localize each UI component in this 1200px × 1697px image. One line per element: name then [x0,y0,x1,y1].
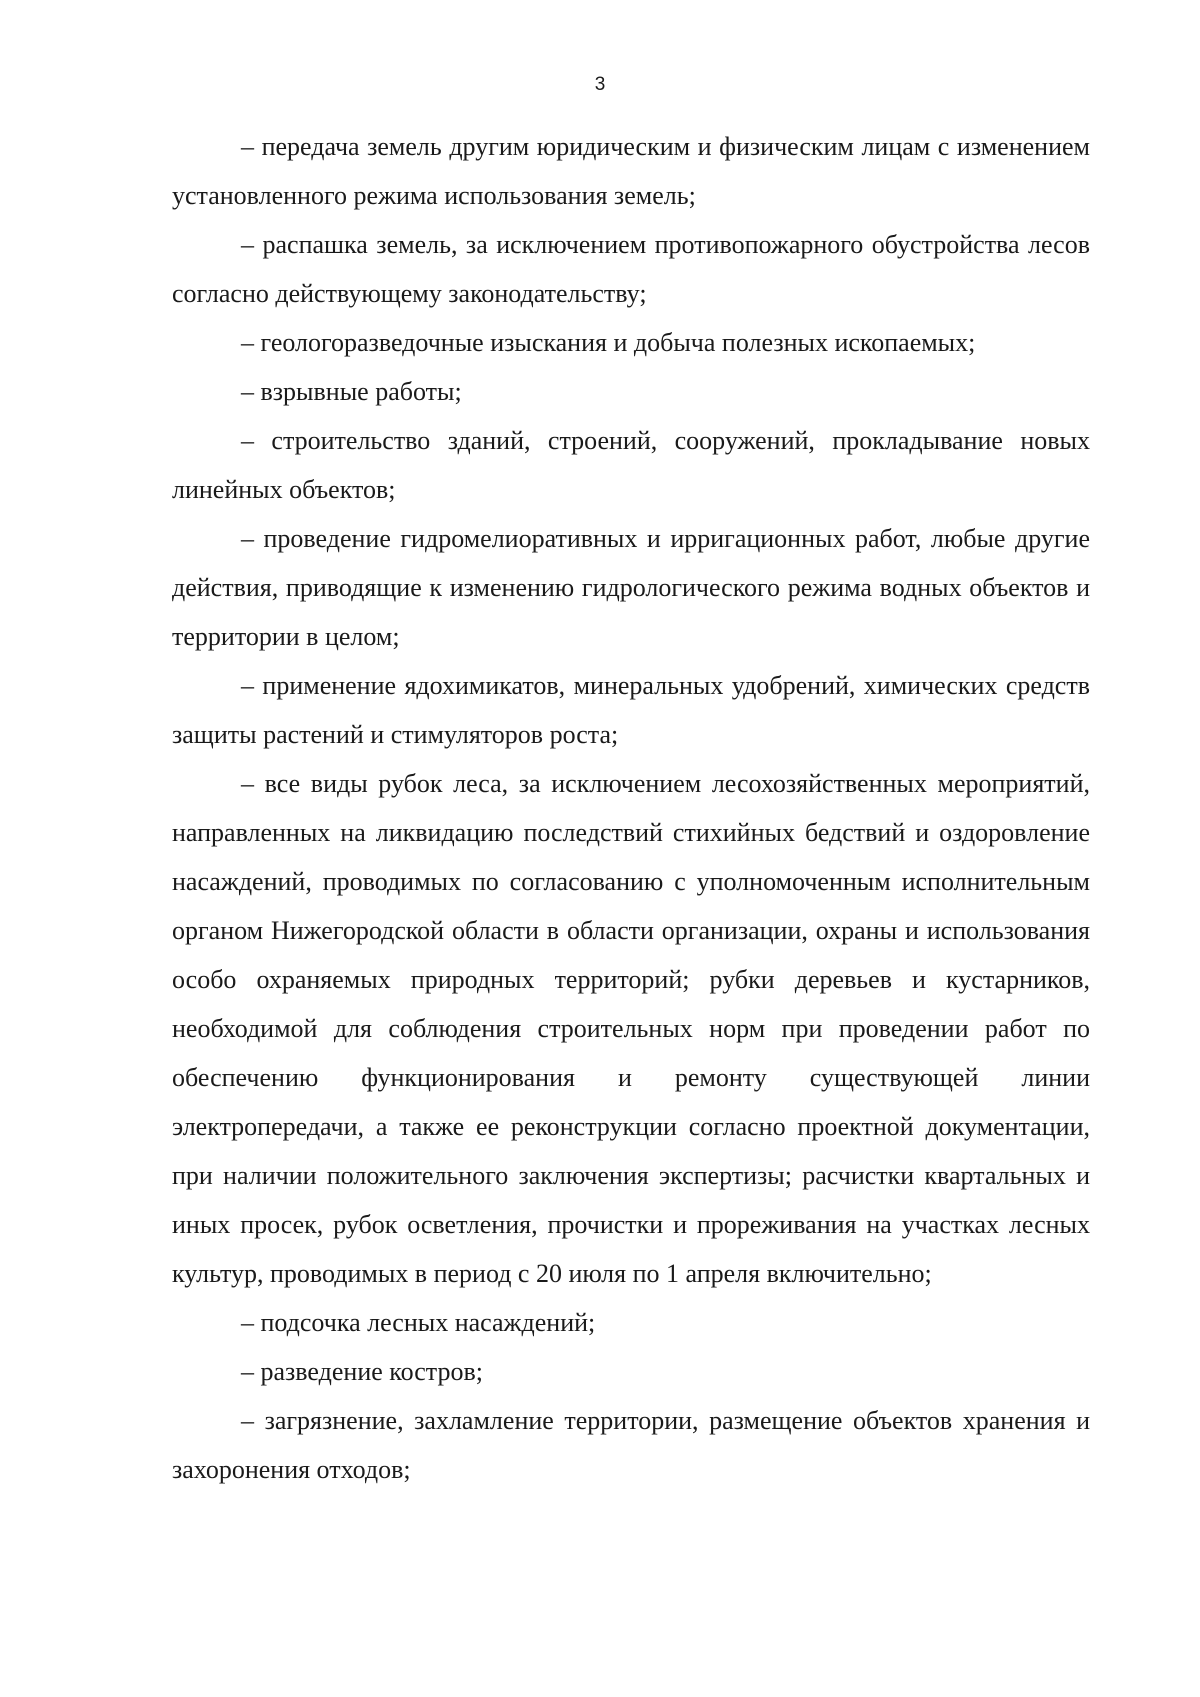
list-item: – разведение костров; [241,1357,483,1386]
list-item: – подсочка лесных насаждений; [241,1308,596,1337]
list-item: – распашка земель, за исключением противопожарного обустройства лесов согласно действующему законодательству; [172,230,1090,308]
list-item: – применение ядохимикатов, минеральных удобрений, химических средств защиты растений и стимуляторов роста; [172,671,1090,749]
list-item: – передача земель другим юридическим и физическим лицам с изменением установленного режима использования земель; [172,132,1090,210]
list-item: – все виды рубок леса, за исключением лесохозяйственных мероприятий, направленных на ликвидацию последствий стихийных бедствий и оздоровление насаждений, проводимых по согласованию с уполномоченным исполнительным органом Нижегородской области в области организации, охраны и использования особо охраняемых природных территорий; рубки деревьев и кустарников, необходимой для соблюдения строительных норм при проведении работ по обеспечению функционирования и ремонту существующей линии электропередачи, а также ее реконструкции согласно проектной документации, при наличии положительного заключения экспертизы; расчистки квартальных и иных просек, рубок осветления, прочистки и прореживания на участках лесных культур, проводимых в период с 20 июля по 1 апреля включительно; [172,769,1090,1288]
list-item: – взрывные работы; [241,377,462,406]
prohibited-activities-list [172,122,1090,1494]
page-number: 3 [594,74,606,95]
list-item: – проведение гидромелиоративных и ирригационных работ, любые другие действия, приводящие к изменению гидрологического режима водных объектов и территории в целом; [172,524,1090,651]
list-item: – загрязнение, захламление территории, размещение объектов хранения и захоронения отходов; [172,1406,1090,1484]
list-item: – строительство зданий, строений, сооружений, прокладывание новых линейных объектов; [172,426,1090,504]
list-item: – геологоразведочные изыскания и добыча полезных ископаемых; [241,328,976,357]
